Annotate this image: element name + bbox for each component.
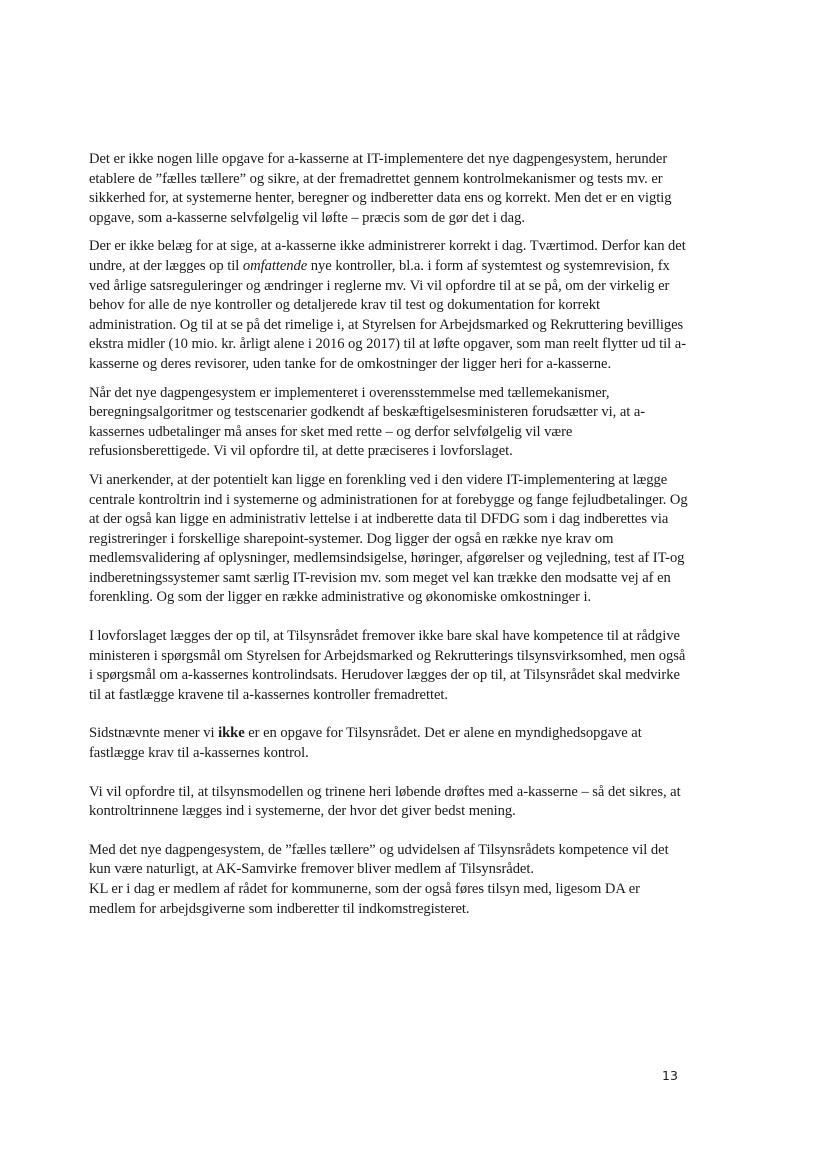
document-body [89,150,689,919]
paragraph-myndighedsopgave-text-after: er en opgave for Tilsynsrådet. Det er alene en myndighedsopgave at fastlægge krav til a-kassernes kontrol. [89,725,642,762]
paragraph-spacer [89,608,689,627]
paragraph-spacer [89,375,689,384]
paragraph-membership-line-1: Med det nye dagpengesystem, de ”fælles tællere” og udvidelsen af Tilsynsrådets kompetence vil det kun være naturligt, at AK-Samvirke fremover bliver medlem af Tilsynsrådet. [89,841,669,878]
paragraph-spacer [89,462,689,471]
emphasis-ikke: ikke [218,725,245,742]
paragraph-spacer [89,822,689,841]
paragraph-refusion: Når det nye dagpengesystem er implementeret i overensstemmelse med tællemekanismer, beregningsalgoritmer og testscenarier godkendt af beskæftigelsesministeren forudsætter vi, at a-kassernes udbetalinger må anses for sket med rette – og derfor selvfølgelig vil være refusionsberettigede. Vi vil opfordre til, at dette præciseres i lovforslaget. [89,384,646,460]
paragraph-simplification: Vi anerkender, at der potentielt kan ligge en forenkling ved i den videre IT-implementering at lægge centrale kontroltrin ind i systemerne og administrationen for at forebygge og fange fejludbetalinger. Og at der også kan ligge en administrativ lettelse i at indberette data til DFDG som i dag indberettes via registreringer i forskellige sharepoint-systemer. Dog ligger der også en række nye krav om medlemsvalidering af oplysninger, medlemsindsigelse, høringer, afgørelser og vejledning, test af IT-og indberetningssystemer samt særlig IT-revision mv. som meget vel kan trække den modsatte vej af en forenkling. Og som der ligger en række administrative og økonomiske omkostninger i. [89,471,688,606]
paragraph-spacer [89,764,689,783]
emphasis-omfattende: omfattende [242,257,308,274]
paragraph-myndighedsopgave-text-before: Sidstnævnte mener vi [89,725,219,742]
page-number: 13 [662,1068,678,1083]
paragraph-myndighedsopgave [89,724,689,763]
paragraph-tilsynsraadet: I lovforslaget lægges der op til, at Tilsynsrådet fremover ikke bare skal have kompetence til at rådgive ministeren i spørgsmål om Styrelsen for Arbejdsmarked og Rekrutterings tilsynsvirksomhed, men også i spørgsmål om a-kassernes kontrolindsats. Herudover lægges der op til, at Tilsynsrådet skal medvirke til at fastlægge kravene til a-kassernes kontroller fremadrettet. [89,628,686,703]
paragraph-tilsynsmodel: Vi vil opfordre til, at tilsynsmodellen og trinene heri løbende drøftes med a-kasserne – så det sikres, at kontroltrinnene lægges ind i systemerne, der hvor det giver bedst mening. [89,783,681,820]
paragraph-membership [89,841,689,919]
paragraph-controls-text-after: nye kontroller, bl.a. i form af systemtest og systemrevision, fx ved årlige satsreguleringer og ændringer i reglerne mv. Vi vil opfordre til at se på, om der virkelig er behov for alle de nye kontroller og detaljerede krav til test og dokumentation for korrekt administration. Og til at se på det rimelige i, at Styrelsen for Arbejdsmarked og Rekruttering bevilliges ekstra midler (10 mio. kr. årligt alene i 2016 og 2017) til at løfte opgaver, som man reelt flytter ud til a-kasserne og deres revisorer, uden tanke for de omkostninger der ligger heri for a-kasserne. [89,257,687,372]
paragraph-spacer [89,705,689,724]
paragraph-spacer [89,228,689,237]
paragraph-controls [89,237,689,374]
paragraph-it-implementation: Det er ikke nogen lille opgave for a-kasserne at IT-implementere det nye dagpengesystem, herunder etablere de ”fælles tællere” og sikre, at der fremadrettet gennem kontrolmekanismer og tests mv. er sikkerhed for, at systemerne henter, beregner og indberetter data ens og korrekt. Men det er en vigtig opgave, som a-kasserne selvfølgelig vil løfte – præcis som de gør det i dag. [89,151,672,226]
paragraph-controls-text-before: Der er ikke belæg for at sige, at a-kasserne ikke administrerer korrekt i dag. Tværtimod. Derfor kan det undre, at der lægges op til [89,238,686,274]
paragraph-membership-line-2: KL er i dag er medlem af rådet for kommunerne, som der også føres tilsyn med, ligesom DA er medlem for arbejdsgiverne som indberetter til indkomstregisteret. [89,881,640,917]
